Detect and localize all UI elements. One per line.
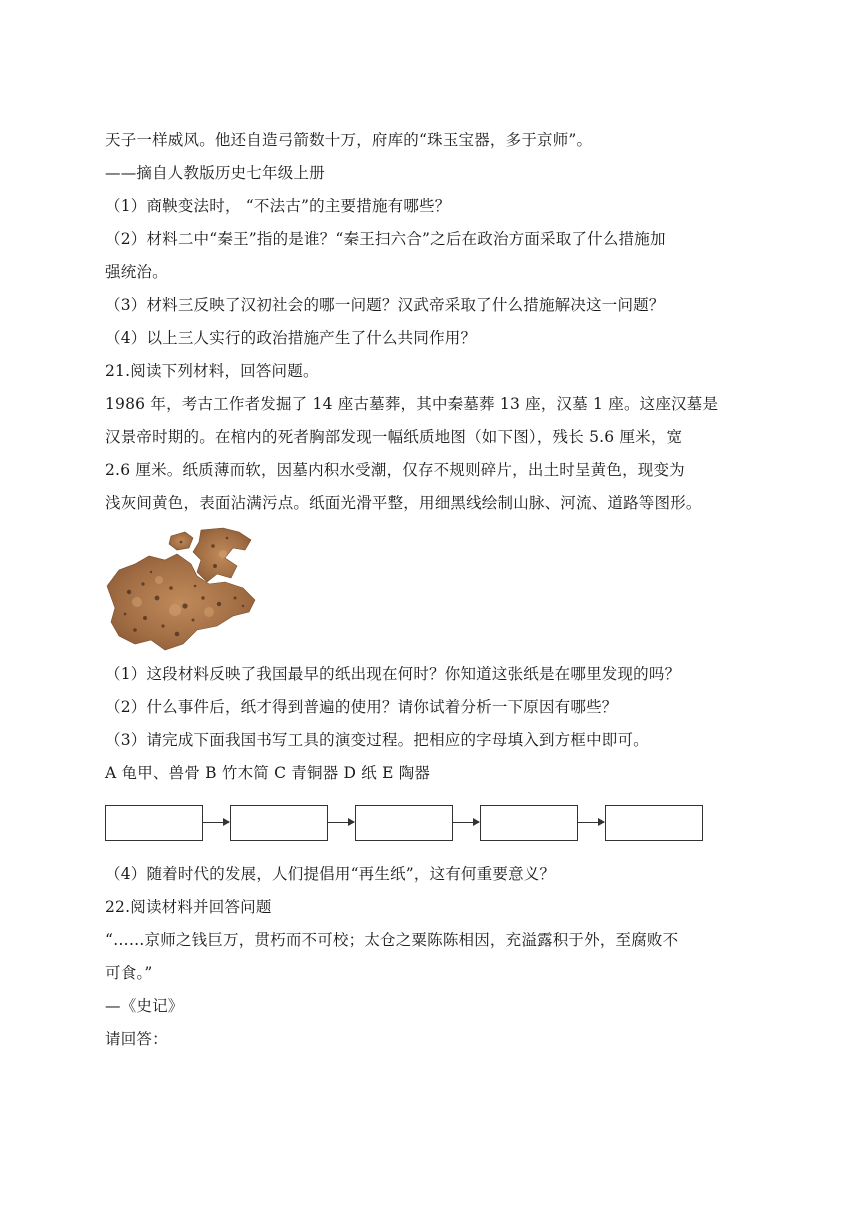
q22-prompt: 请回答： <box>105 1030 168 1048</box>
q21-heading: 21.阅读下列材料，回答问题。 <box>105 362 319 380</box>
q21-material-line: 汉景帝时期的。在棺内的死者胸部发现一幅纸质地图（如下图），残长 5.6 厘米，宽 <box>105 428 683 446</box>
page-content <box>105 124 760 1056</box>
q21-subquestion-1: （1）这段材料反映了我国最早的纸出现在何时？你知道这张纸是在哪里发现的吗？ <box>105 665 681 683</box>
q22-quote-line1: “……京师之钱巨万，贯朽而不可校；太仓之粟陈陈相因，充溢露积于外，至腐败不 <box>105 931 679 949</box>
q21-subquestion-3: （3）请完成下面我国书写工具的演变过程。把相应的字母填入到方框中即可。 <box>105 731 649 749</box>
answer-box-4[interactable] <box>480 805 578 841</box>
arrow-right-icon <box>328 822 354 823</box>
q21-subquestion-4: （4）随着时代的发展，人们提倡用“再生纸”，这有何重要意义？ <box>105 865 556 883</box>
arrow-right-icon <box>453 822 479 823</box>
q22-heading: 22.阅读材料并回答问题 <box>105 898 272 916</box>
answer-box-2[interactable] <box>230 805 328 841</box>
q21-material <box>105 388 760 520</box>
q20-subquestion-4: （4）以上三人实行的政治措施产生了什么共同作用？ <box>105 329 477 347</box>
answer-box-5[interactable] <box>605 805 703 841</box>
q20-subquestion-2-line2: 强统治。 <box>105 263 168 281</box>
answer-box-1[interactable] <box>105 805 203 841</box>
material3-tail: 天子一样威风。他还自造弓箭数十万，府库的“珠玉宝器，多于京师”。 <box>105 131 593 149</box>
q21-answer-options: A 龟甲、兽骨 B 竹木简 C 青铜器 D 纸 E 陶器 <box>105 764 431 782</box>
source-textbook: ——摘自人教版历史七年级上册 <box>105 164 325 182</box>
writing-tools-evolution-flowchart <box>105 792 760 858</box>
paper-map-fragment-image <box>105 526 257 654</box>
q21-material-line: 2.6 厘米。纸质薄而软，因墓内积水受潮，仅存不规则碎片，出土时呈黄色，现变为 <box>105 461 685 479</box>
q20-subquestion-3: （3）材料三反映了汉初社会的哪一问题？汉武帝采取了什么措施解决这一问题？ <box>105 296 665 314</box>
q22-source: —《史记》 <box>105 997 184 1015</box>
q21-material-line: 1986 年，考古工作者发掘了 14 座古墓葬，其中秦墓葬 13 座，汉墓 1 座。这座汉墓是 <box>105 395 719 413</box>
q22-quote-line2: 可食。” <box>105 964 153 982</box>
q20-subquestion-2-line1: （2）材料二中“秦王”指的是谁？“秦王扫六合”之后在政治方面采取了什么措施加 <box>105 230 666 248</box>
q20-subquestion-1: （1）商鞅变法时， “不法古”的主要措施有哪些？ <box>105 197 451 215</box>
arrow-right-icon <box>203 822 229 823</box>
q21-subquestion-2: （2）什么事件后，纸才得到普遍的使用？请你试着分析一下原因有哪些？ <box>105 698 618 716</box>
arrow-right-icon <box>578 822 604 823</box>
answer-box-3[interactable] <box>355 805 453 841</box>
q21-material-line: 浅灰间黄色，表面沾满污点。纸面光滑平整，用细黑线绘制山脉、河流、道路等图形。 <box>105 494 702 512</box>
